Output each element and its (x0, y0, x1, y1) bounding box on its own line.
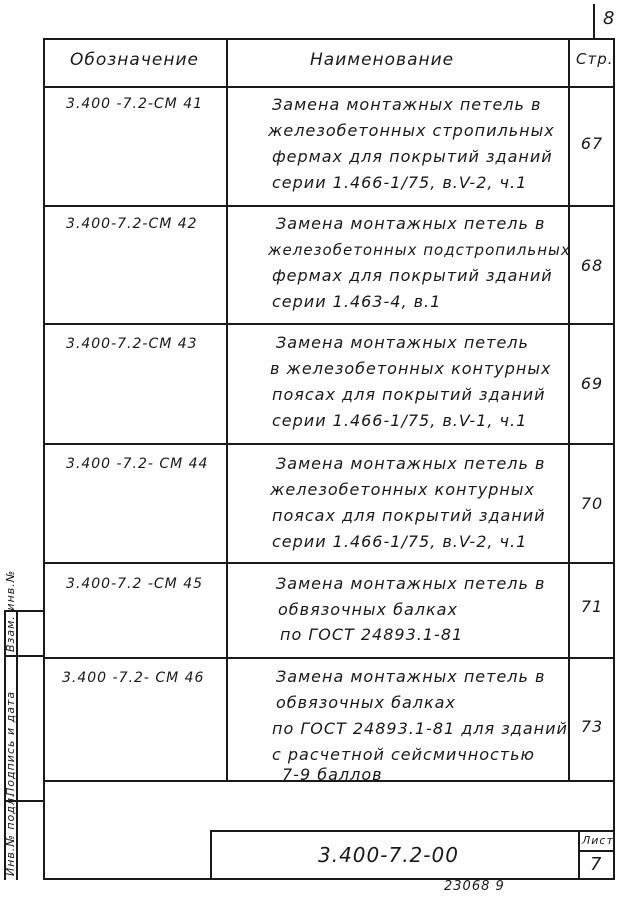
row-name-line: серии 1.466-1/75, в.V-2, ч.1 (272, 173, 528, 192)
row-separator (43, 562, 615, 564)
row-name-line: по ГОСТ 24893.1-81 (280, 625, 464, 644)
col-divider-1 (226, 38, 228, 780)
side-stamp-div1 (4, 655, 44, 657)
row-name-line: Замена монтажных петель в (276, 667, 546, 686)
row-name-line: обвязочных балках (278, 600, 458, 619)
row-page: 68 (580, 256, 604, 275)
row-name-line: поясах для покрытий зданий (272, 506, 546, 525)
header-bottom-line (43, 86, 615, 88)
title-block-top (210, 830, 615, 832)
side-stamp-signature-date: Подпись и дата (4, 690, 17, 796)
row-code: 3.400-7.2 -СМ 45 (66, 576, 204, 592)
row-code: 3.400 -7.2-СМ 41 (66, 96, 204, 112)
row-name-line: Замена монтажных петель в (276, 454, 546, 473)
row-name-line: в железобетонных контурных (270, 359, 552, 378)
row-name-line: фермах для покрытий зданий (272, 266, 553, 285)
row-name-line: с расчетной сейсмичностью (272, 745, 536, 764)
side-stamp-inv-number: Инв.№ подл. (4, 792, 17, 876)
row-name-line: железобетонных стропильных (268, 121, 555, 140)
bottom-archive-number: 23068 9 (444, 879, 505, 894)
row-page: 71 (580, 597, 604, 616)
corner-sheet-number: 8 (603, 8, 616, 29)
row-page: 70 (580, 494, 604, 513)
row-code: 3.400 -7.2- СМ 46 (62, 670, 205, 686)
row-name-line: Замена монтажных петель в (276, 574, 546, 593)
row-name-line: Замена монтажных петель в (272, 95, 542, 114)
row-name-line: обвязочных балках (276, 693, 456, 712)
row-code: 3.400 -7.2- СМ 44 (66, 456, 209, 472)
corner-box-left (593, 4, 595, 38)
row-name-line: серии 1.463-4, в.1 (272, 292, 442, 311)
row-name-line: Замена монтажных петель в (276, 214, 546, 233)
title-block-sheet-number: 7 (590, 854, 603, 875)
row-name-line: 7-9 баллов (282, 765, 383, 784)
row-name-line: серии 1.466-1/75, в.V-2, ч.1 (272, 532, 528, 551)
title-block-sheet-label: Лист (582, 834, 614, 847)
title-block-sheet-divider (578, 830, 580, 880)
row-name-line: фермах для покрытий зданий (272, 147, 553, 166)
side-stamp-replaced-inv: Взам. инв.№ (4, 569, 17, 652)
header-designation: Обозначение (70, 50, 199, 70)
title-block-sheet-hline (578, 850, 615, 852)
row-name-line: железобетонных подстропильных (268, 241, 571, 259)
row-name-line: по ГОСТ 24893.1-81 для зданий (272, 719, 568, 738)
row-code: 3.400-7.2-СМ 43 (66, 336, 198, 352)
header-name: Наименование (310, 50, 455, 70)
row-separator (43, 443, 615, 445)
row-page: 73 (580, 717, 604, 736)
row-name-line: железобетонных контурных (270, 480, 535, 499)
row-page: 69 (580, 374, 604, 393)
col-divider-2 (568, 38, 570, 780)
title-block-left (210, 830, 212, 880)
row-separator (43, 205, 615, 207)
row-page: 67 (580, 134, 604, 153)
row-separator (43, 323, 615, 325)
title-block-designation: 3.400-7.2-00 (318, 843, 459, 867)
row-name-line: Замена монтажных петель (276, 333, 529, 352)
row-separator (43, 657, 615, 659)
header-page: Стр. (576, 50, 614, 68)
row-name-line: поясах для покрытий зданий (272, 385, 546, 404)
row-code: 3.400-7.2-СМ 42 (66, 216, 198, 232)
row-name-line: серии 1.466-1/75, в.V-1, ч.1 (272, 411, 528, 430)
